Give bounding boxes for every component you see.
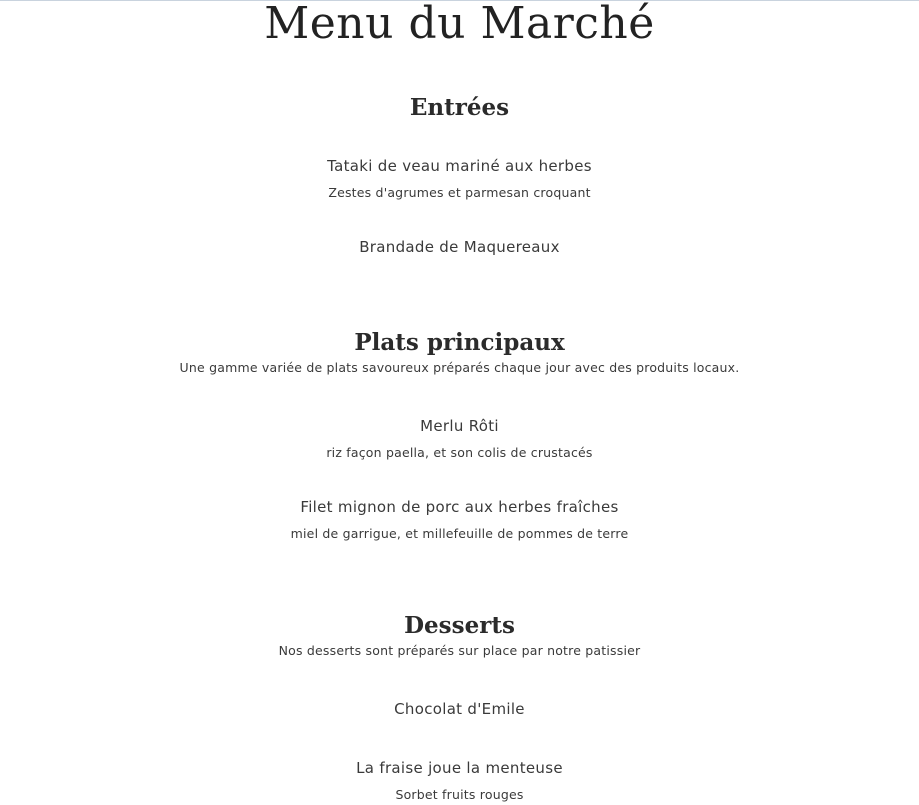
dish-name: Filet mignon de porc aux herbes fraîches <box>300 498 619 516</box>
dish-description: Sorbet fruits rouges <box>395 787 524 802</box>
dish-description: Zestes d'agrumes et parmesan croquant <box>328 185 591 200</box>
section-description: Nos desserts sont préparés sur place par notre patissier <box>278 643 641 658</box>
section-title-plats-principaux: Plats principaux <box>354 329 565 356</box>
dish-name: Merlu Rôti <box>420 417 499 435</box>
menu-title: Menu du Marché <box>264 0 655 49</box>
section-title-entrees: Entrées <box>409 94 510 121</box>
dish-description: riz façon paella, et son colis de crustacés <box>326 445 593 460</box>
dish-name: Tataki de veau mariné aux herbes <box>327 157 592 175</box>
section-description: Une gamme variée de plats savoureux préparés chaque jour avec des produits locaux. <box>179 360 740 375</box>
dish-name: La fraise joue la menteuse <box>356 759 563 777</box>
dish-name: Chocolat d'Emile <box>394 700 525 718</box>
dish-description: miel de garrigue, et millefeuille de pommes de terre <box>290 526 629 541</box>
section-title-desserts: Desserts <box>404 612 515 639</box>
dish-name: Brandade de Maquereaux <box>359 238 560 256</box>
